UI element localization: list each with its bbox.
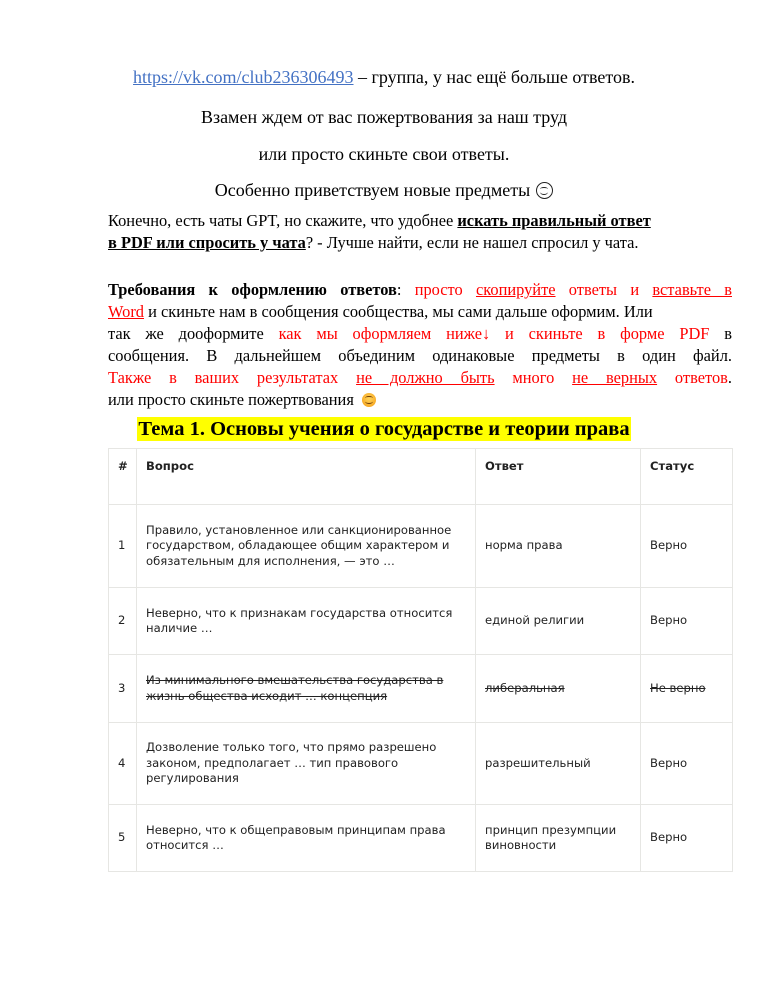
questions-table xyxy=(108,448,733,872)
vk-group-link[interactable]: https://vk.com/club236306493 xyxy=(133,67,354,87)
table-header-row xyxy=(109,449,733,505)
req-red-paste: вставьте в xyxy=(652,280,732,299)
header-line-4-text: Особенно приветствуем новые предметы xyxy=(214,180,531,200)
intro-paragraph xyxy=(108,210,732,254)
req-red-1: просто xyxy=(414,280,476,299)
row-status: Верно xyxy=(641,805,733,872)
req-red-7: Также в ваших результатах xyxy=(108,368,357,387)
header-line-2: Взамен ждем от вас пожертвования за наш труд xyxy=(200,107,568,127)
req-line-4 xyxy=(108,345,732,367)
req-red-11: ответов xyxy=(657,368,728,387)
intro-text-1: Конечно, есть чаты GPT, но скажите, что удобнее xyxy=(108,211,458,230)
intro-text-2: ? - Лучше найти, если не нашел спросил у чата. xyxy=(305,233,639,252)
row-answer: разрешительный xyxy=(476,723,641,805)
row-number: 5 xyxy=(109,805,137,872)
intro-line-2 xyxy=(108,232,732,254)
column-header-number: # xyxy=(109,449,137,505)
req-red-word: Word xyxy=(108,302,145,321)
winking-smiley-icon xyxy=(536,182,553,199)
req-line-5 xyxy=(108,367,732,389)
table-row xyxy=(109,805,733,872)
column-header-question: Вопрос xyxy=(137,449,476,505)
req-line-1 xyxy=(108,279,732,301)
req-red-copy: скопируйте xyxy=(475,280,556,299)
row-question: Правило, установленное или санкционированное государством, обладающее общим характером и обязательным для исполнения, — это … xyxy=(137,505,476,588)
req-line-2 xyxy=(108,301,732,323)
req-red-3: ответы и xyxy=(555,280,653,299)
intro-bold-2: в PDF или спросить у чата xyxy=(108,233,306,252)
req-line-6 xyxy=(108,389,732,411)
table-row xyxy=(109,588,733,655)
requirements-label: Требования к оформлению ответов xyxy=(108,280,397,299)
requirements-paragraph xyxy=(108,279,732,411)
header-line-3: или просто скиньте свои ответы. xyxy=(258,144,510,164)
row-answer: принцип презумпции виновности xyxy=(476,805,641,872)
req-text-4: сообщения. В дальнейшем объединим одинаковые предметы в один файл. xyxy=(108,346,732,365)
row-question: Неверно, что к признакам государства относится наличие … xyxy=(137,588,476,655)
req-line-3 xyxy=(108,323,732,345)
smiling-face-icon xyxy=(362,393,376,407)
row-question-cell xyxy=(137,655,476,723)
row-number: 1 xyxy=(109,505,137,588)
req-red-format: как мы оформляем ниже↓ и скиньте в форме PDF xyxy=(278,324,710,343)
row-answer: единой религии xyxy=(476,588,641,655)
row-number: 3 xyxy=(109,655,137,723)
row-question: Дозволение только того, что прямо разрешено законом, предполагает … тип правового регулирования xyxy=(137,723,476,805)
row-status: Не верно xyxy=(650,680,706,695)
row-number: 4 xyxy=(109,723,137,805)
req-red-9: много xyxy=(494,368,573,387)
header-line-1-suffix: – группа, у нас ещё больше ответов. xyxy=(353,67,635,87)
table-row xyxy=(109,505,733,588)
row-status: Верно xyxy=(641,505,733,588)
donate-text: или просто скиньте пожертвования xyxy=(108,390,354,409)
req-red-8: не должно быть xyxy=(356,368,495,387)
topic-title-wrap xyxy=(0,417,768,441)
row-question: Из минимального вмешательства государства в жизнь общества исходит … концепция xyxy=(146,673,444,703)
table-row xyxy=(109,723,733,805)
req-period: . xyxy=(727,368,732,387)
row-answer: норма права xyxy=(476,505,641,588)
column-header-status: Статус xyxy=(641,449,733,505)
intro-bold-1: искать правильный ответ xyxy=(457,211,651,230)
row-status: Верно xyxy=(641,588,733,655)
row-status-cell xyxy=(641,655,733,723)
req-text-1: и скиньте нам в сообщения сообщества, мы сами дальше оформим. Или xyxy=(144,302,653,321)
intro-line-1 xyxy=(108,210,732,232)
req-red-10: не верных xyxy=(572,368,658,387)
column-header-answer: Ответ xyxy=(476,449,641,505)
row-answer-cell xyxy=(476,655,641,723)
table-row-struck xyxy=(109,655,733,723)
header-line-4 xyxy=(0,179,768,201)
req-colon: : xyxy=(396,280,415,299)
topic-title: Тема 1. Основы учения о государстве и теории права xyxy=(138,418,630,440)
row-answer: либеральная xyxy=(485,680,565,695)
header-line-1 xyxy=(0,66,768,88)
req-text-3: в xyxy=(709,324,732,343)
row-number: 2 xyxy=(109,588,137,655)
row-status: Верно xyxy=(641,723,733,805)
row-question: Неверно, что к общеправовым принципам права относится … xyxy=(137,805,476,872)
req-text-2: так же дооформите xyxy=(108,324,279,343)
